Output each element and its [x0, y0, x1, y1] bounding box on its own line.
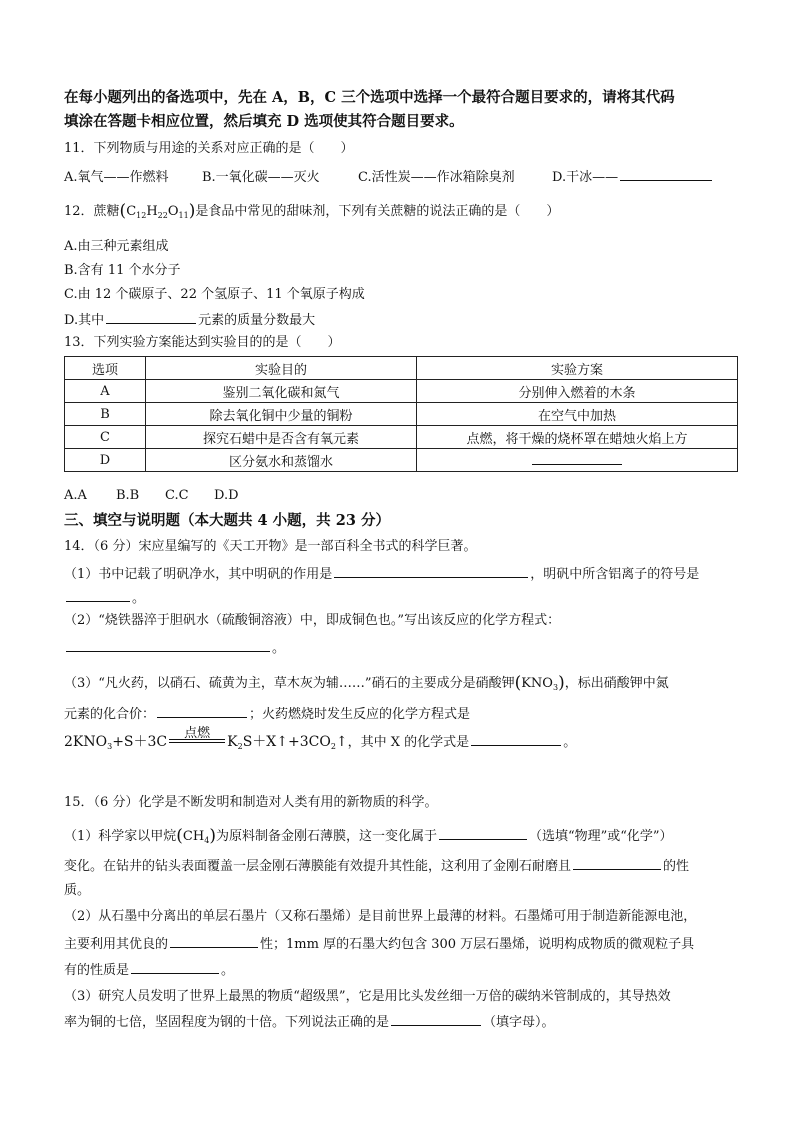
q14-part1-cont: 。 [64, 588, 145, 608]
q13-choice-d: D.D [214, 488, 239, 503]
table-cell: D [65, 449, 146, 472]
q11-option-c: C.活性炭——作冰箱除臭剂 [358, 170, 515, 185]
q15-part2-line2: 主要利用其优良的 性；1mm 厚的石墨大约包含 300 万层石墨烯，说明构成物质的微观粒子具 [64, 934, 694, 954]
q11-answer-blank[interactable] [620, 167, 712, 181]
q12-option-b: B.含有 11 个水分子 [64, 263, 181, 278]
q15-1-blank-b[interactable] [573, 856, 661, 870]
table-row [65, 403, 738, 426]
table-cell: 鉴别二氧化碳和氮气 [146, 380, 417, 403]
table-cell: C [65, 426, 146, 449]
table-cell: B [65, 403, 146, 426]
q13-choice-a: A.A [64, 488, 87, 503]
q14-2-blank[interactable] [66, 638, 270, 652]
q15-part1-line3: 质。 [64, 883, 91, 898]
q12-option-c: C.由 12 个碳原子、22 个氢原子、11 个氧原子构成 [64, 287, 365, 302]
q15-part1-line2: 变化。在钻井的钻头表面覆盖一层金刚石薄膜能有效提升其性能，这利用了金刚石耐磨且 的性 [64, 856, 689, 876]
table-row [65, 380, 738, 403]
q14-part2-cont: 。 [64, 638, 285, 658]
q14-part2: （2）“烧铁器淬于胆矾水（硫酸铜溶液）中，即成铜色也。”写出该反应的化学方程式： [64, 613, 561, 628]
q14-part1: （1）书中记载了明矾净水，其中明矾的作用是 ，明矾中所含铝离子的符号是 [64, 564, 699, 584]
q15-part3-line1: （3）研究人员发明了世界上最黑的物质“超级黑”，它是用比头发丝细一万倍的碳纳米管制成的，其导热效 [64, 989, 671, 1004]
table-row [65, 449, 738, 472]
table-cell: A [65, 380, 146, 403]
q15-part2-line3: 有的性质是 。 [64, 960, 234, 980]
q14-stem: 14．（6 分）宋应星编写的《天工开物》是一部百科全书式的科学巨著。 [64, 539, 477, 554]
q14-equation: $2KNO_3+S+3C$ 点燃 $K_2S+X↑+3CO_2↑$，其中 X 的化学式是 。 [64, 726, 577, 751]
q15-stem: 15．（6 分）化学是不断发明和制造对人类有用的新物质的科学。 [64, 795, 438, 810]
q11-option-d: D.干冰—— [552, 166, 714, 185]
instruction-line-2: 填涂在答题卡相应位置，然后填充 D 选项使其符合题目要求。 [64, 113, 464, 130]
q14-1-blank-b[interactable] [66, 588, 130, 602]
q14-part3: （3）“凡火药，以硝石、硫黄为主，草木灰为辅……”硝石的主要成分是硝酸钾$(KNO_3)$，标出硝酸钾中氮 [64, 673, 669, 693]
table-cell: 探究石蜡中是否含有氧元素 [146, 426, 417, 449]
q12-option-a: A.由三种元素组成 [64, 239, 169, 254]
q15-part1: （1）科学家以甲烷$(CH_4)$为原料制备金刚石薄膜，这一变化属于 （选填“物理”或“化学”） [64, 826, 673, 846]
q15-part2-line1: （2）从石墨中分离出的单层石墨片（又称石墨烯）是目前世界上最薄的材料。石墨烯可用于制造新能源电池， [64, 909, 697, 924]
instruction-line-1: 在每小题列出的备选项中，先在 A，B，C 三个选项中选择一个最符合题目要求的，请将其代码 [64, 89, 675, 106]
table-header-cell: 实验目的 [146, 357, 417, 380]
table-row [65, 426, 738, 449]
q13-choice-b: B.B [116, 488, 140, 503]
reaction-arrow: 点燃 [167, 730, 227, 750]
table-cell: 区分氨水和蒸馏水 [146, 449, 417, 472]
q15-part3-line2: 率为铜的七倍，坚固程度为钢的十倍。下列说法正确的是 （填字母）。 [64, 1012, 555, 1032]
q13-stem: 13．下列实验方案能达到实验目的的是（ ） [64, 335, 341, 350]
table-header-cell: 选项 [65, 357, 146, 380]
q14-part3-cont: 元素的化合价： ；火药燃烧时发生反应的化学方程式是 [64, 704, 470, 724]
q15-2-blank-a[interactable] [170, 934, 258, 948]
table-cell: 点燃，将干燥的烧杯罩在蜡烛火焰上方 [417, 426, 738, 449]
table-cell [417, 449, 738, 472]
table-cell: 分别伸入燃着的木条 [417, 380, 738, 403]
q13-choice-c: C.C [165, 488, 189, 503]
q14-1-blank-a[interactable] [334, 564, 528, 578]
q14-3-blank-b[interactable] [471, 732, 561, 746]
table-header-cell: 实验方案 [417, 357, 738, 380]
q11-option-b: B.一氧化碳——灭火 [202, 170, 320, 185]
q12-option-d: D.其中 元素的质量分数最大 [64, 310, 315, 330]
q15-2-blank-b[interactable] [131, 960, 219, 974]
q12-answer-blank[interactable] [106, 310, 196, 324]
q13-table [64, 356, 738, 472]
q12-stem: 12．蔗糖$(C_{12}H_{22}O_{11})$是食品中常见的甜味剂，下列有关蔗糖的说法正确的是（ ） [64, 201, 560, 221]
q15-1-blank-a[interactable] [439, 826, 527, 840]
q13-answer-blank[interactable] [532, 451, 622, 465]
q15-3-blank[interactable] [391, 1012, 481, 1026]
q11-stem: 11．下列物质与用途的关系对应正确的是（ ） [64, 141, 354, 156]
table-cell: 除去氧化铜中少量的铜粉 [146, 403, 417, 426]
q14-3-blank-a[interactable] [157, 704, 247, 718]
q11-option-a: A.氧气——作燃料 [64, 170, 169, 185]
table-header-row [65, 357, 738, 380]
table-cell: 在空气中加热 [417, 403, 738, 426]
section-title: 三、填空与说明题（本大题共 4 小题，共 23 分） [64, 512, 390, 529]
